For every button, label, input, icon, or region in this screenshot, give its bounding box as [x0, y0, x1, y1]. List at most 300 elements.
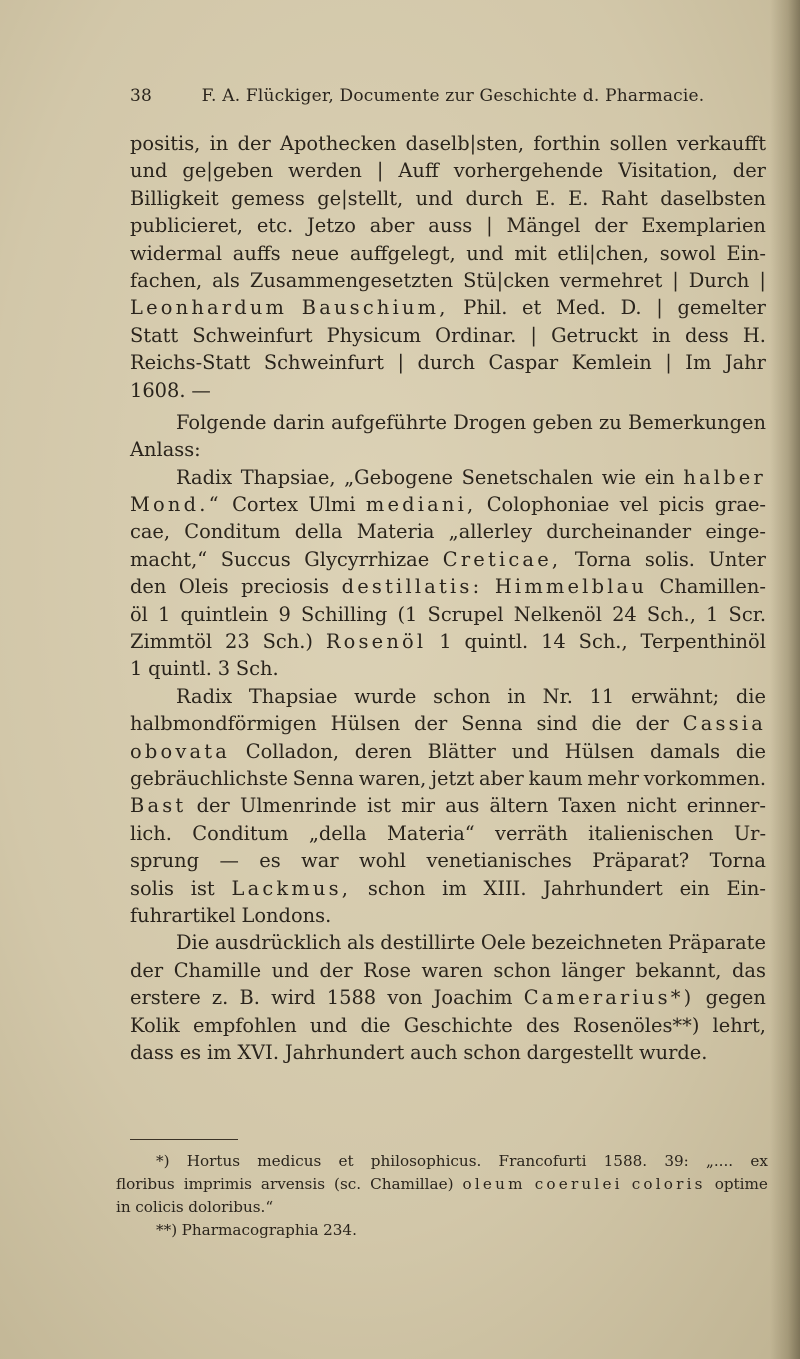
- word: 1588.: [603, 1152, 648, 1170]
- word: Scr.: [728, 602, 766, 626]
- word: Chamille: [173, 958, 262, 982]
- word: quintlein: [180, 602, 269, 626]
- word: Ordinar.: [435, 323, 517, 347]
- word: ausdrücklich: [214, 931, 342, 955]
- word: das: [732, 958, 766, 982]
- word: verräth: [495, 821, 568, 845]
- word: bekannt,: [635, 958, 722, 982]
- word: fachen,: [130, 268, 203, 292]
- word: 1: [158, 602, 171, 626]
- word: ein: [644, 465, 675, 489]
- word: auffgelegt,: [349, 241, 456, 265]
- word: Colophoniae: [486, 493, 610, 517]
- word: cae,: [130, 520, 171, 544]
- lines-line: [130, 518, 766, 545]
- footnote-rule: [130, 1139, 238, 1140]
- word: positis,: [130, 132, 201, 155]
- word: Oleis: [178, 575, 229, 599]
- word: Sch.: [235, 657, 279, 681]
- word: sprung: [130, 849, 200, 873]
- word: (sc.: [334, 1175, 362, 1193]
- word: Visitation,: [618, 159, 718, 183]
- word: Torna: [709, 849, 766, 873]
- word: E.: [535, 186, 556, 210]
- word: aufgeführte: [331, 410, 447, 434]
- lines-line: [130, 436, 766, 463]
- word: es: [179, 1040, 202, 1064]
- word: Colladon,: [245, 739, 339, 763]
- word: lehrt,: [712, 1013, 766, 1037]
- lines-line: [130, 1039, 766, 1066]
- word: in: [116, 1198, 131, 1216]
- word: „....: [705, 1152, 734, 1170]
- body-text: [130, 130, 766, 1066]
- word: D.: [620, 296, 642, 320]
- word: darin: [272, 410, 325, 434]
- word: Jetzo: [306, 214, 356, 238]
- word: Billigkeit: [130, 186, 219, 210]
- word: Ein-: [726, 241, 766, 265]
- word: —: [219, 849, 239, 873]
- word: 24: [612, 602, 637, 626]
- word: schon: [463, 1040, 521, 1064]
- word: Blätter: [427, 739, 496, 763]
- word: Rose: [363, 958, 411, 982]
- word: „della: [308, 821, 367, 845]
- word: aber: [369, 214, 415, 238]
- word: Nelkenöl: [513, 602, 602, 626]
- page-edge-shadow: [770, 0, 800, 1359]
- word: Jahr: [724, 351, 766, 375]
- word: 1: [130, 657, 143, 681]
- word: Hülsen: [564, 739, 635, 763]
- lines-line: [130, 984, 766, 1011]
- word: Chamillae): [370, 1175, 454, 1193]
- word: der: [635, 712, 669, 736]
- word: 1608.: [130, 378, 186, 402]
- word: solis.: [644, 547, 695, 571]
- word: wurde: [354, 684, 417, 708]
- word: ein: [679, 876, 710, 900]
- word: den: [130, 575, 167, 599]
- lines-line: [130, 792, 766, 819]
- word: sind: [536, 712, 578, 736]
- word: etc.: [256, 214, 294, 238]
- lines-line: [130, 847, 766, 874]
- word: Geschichte: [403, 1013, 513, 1037]
- word: doloribus.“: [188, 1198, 274, 1216]
- footnotes-line: [116, 1173, 768, 1196]
- word: Schweinfurt: [263, 351, 384, 375]
- word: 3: [217, 657, 231, 681]
- word: *): [156, 1152, 170, 1170]
- word: grae-: [714, 493, 766, 517]
- word: aber: [479, 766, 524, 790]
- word: et: [338, 1152, 354, 1170]
- word: Joachim: [433, 986, 513, 1010]
- word: philosophicus.: [370, 1152, 482, 1170]
- word: Senetschalen: [461, 465, 594, 489]
- word: coerulei: [534, 1175, 623, 1193]
- lines-line: [130, 294, 766, 321]
- word: etli|chen,: [557, 241, 650, 265]
- word: |: [530, 323, 537, 347]
- word: Schilling: [300, 602, 388, 626]
- word: schon: [367, 876, 426, 900]
- word: erstere: [130, 986, 201, 1010]
- word: und: [415, 186, 454, 210]
- word: verkaufft: [676, 132, 766, 155]
- word: Auff: [398, 159, 439, 183]
- word: |: [486, 214, 493, 238]
- word: einge-: [705, 520, 766, 544]
- word: 39:: [664, 1152, 689, 1170]
- word: die: [735, 739, 766, 763]
- lines-line: [130, 765, 766, 792]
- word: |: [376, 159, 384, 183]
- word: Statt: [130, 323, 179, 347]
- word: Stü|cken: [463, 268, 550, 292]
- word: deren: [354, 739, 412, 763]
- word: die: [591, 712, 622, 736]
- word: war: [301, 849, 339, 873]
- word: 1588: [326, 986, 377, 1010]
- word: der: [319, 958, 353, 982]
- word: Jahrhundert: [543, 876, 663, 900]
- word: gebräuchlichste: [130, 766, 288, 790]
- word: lich.: [130, 821, 172, 845]
- lines-line: [130, 546, 766, 573]
- word: erinner-: [686, 794, 766, 818]
- word: |: [759, 268, 766, 292]
- word: bezeichneten: [531, 931, 663, 955]
- word: in: [507, 684, 526, 708]
- word: vorhergehende: [453, 159, 604, 183]
- word: Präparat?: [592, 849, 690, 873]
- word: |: [397, 351, 404, 375]
- word: Hülsen: [330, 712, 401, 736]
- word: Thapsiae,: [240, 465, 336, 489]
- word: damals: [650, 739, 721, 763]
- word: B.: [239, 986, 260, 1010]
- word: jetzt: [431, 766, 475, 790]
- word: Creticae,: [442, 547, 562, 571]
- word: Oele: [480, 931, 526, 955]
- word: 1: [706, 602, 719, 626]
- word: Durch: [688, 268, 750, 292]
- word: Ulmenrinde: [240, 794, 357, 818]
- lines-line: [130, 377, 766, 404]
- word: ist: [190, 876, 215, 900]
- word: Senna: [292, 766, 354, 790]
- word: Exemplarien: [641, 214, 766, 238]
- word: Im: [685, 351, 712, 375]
- lines-line: [130, 820, 766, 847]
- word: mir: [401, 794, 436, 818]
- word: ge|geben: [182, 159, 274, 183]
- word: Sch.,: [578, 630, 628, 654]
- word: 1: [439, 630, 452, 654]
- word: Rosenöl: [325, 630, 427, 654]
- lines-line: [130, 1012, 766, 1039]
- word: oleum: [462, 1175, 526, 1193]
- word: Getruckt: [551, 323, 638, 347]
- word: Sch.,: [646, 602, 696, 626]
- word: Med.: [555, 296, 606, 320]
- word: Radix: [176, 465, 233, 489]
- word: und: [271, 958, 309, 982]
- word: der: [196, 794, 230, 818]
- word: dess: [684, 323, 729, 347]
- word: Himmelblau: [494, 575, 648, 599]
- word: Rosenöles**): [572, 1013, 700, 1037]
- word: Conditum: [184, 520, 281, 544]
- word: vel: [619, 493, 649, 517]
- word: —: [191, 378, 211, 402]
- word: Torna: [574, 547, 632, 571]
- word: publicieret,: [130, 214, 243, 238]
- word: dargestellt: [526, 1040, 634, 1064]
- word: Zimmtöl: [130, 630, 213, 654]
- word: gemelter: [677, 296, 766, 320]
- word: mehr: [587, 766, 640, 790]
- word: picis: [658, 493, 705, 517]
- word: Unter: [708, 547, 766, 571]
- word: auss: [428, 214, 473, 238]
- word: |: [656, 296, 663, 320]
- word: durch: [417, 351, 476, 375]
- word: des: [525, 1013, 560, 1037]
- lines-line: [130, 601, 766, 628]
- word: halber: [683, 465, 766, 489]
- lines-line: [130, 957, 766, 984]
- lines-line: [130, 464, 766, 491]
- word: Succus: [220, 547, 291, 571]
- lines-line: [130, 157, 766, 184]
- word: waren: [421, 958, 483, 982]
- running-title: F. A. Flückiger, Documente zur Geschichte d. Pharmacie.: [201, 86, 705, 106]
- word: |: [665, 351, 672, 375]
- word: |: [672, 268, 679, 292]
- word: Physicum: [326, 323, 421, 347]
- word: durcheinander: [546, 520, 692, 544]
- word: Senna: [461, 712, 523, 736]
- word: der: [594, 214, 628, 238]
- word: Terpenthinöl: [640, 630, 766, 654]
- word: in: [652, 323, 671, 347]
- word: auffs: [232, 241, 281, 265]
- word: Reichs-Statt: [130, 351, 251, 375]
- lines-line: [130, 683, 766, 710]
- word: daselb|sten,: [405, 132, 525, 155]
- word: die: [735, 684, 766, 708]
- word: Phil.: [463, 296, 508, 320]
- lines-line: [130, 322, 766, 349]
- word: Scrupel: [427, 602, 504, 626]
- word: preciosis: [241, 575, 330, 599]
- lines-line: [130, 409, 766, 436]
- word: Apothecken: [279, 132, 397, 155]
- word: Caspar: [488, 351, 559, 375]
- word: vorkommen.: [643, 766, 766, 790]
- word: sollen: [609, 132, 668, 155]
- word: Kemlein: [571, 351, 652, 375]
- word: Materia: [356, 520, 435, 544]
- word: 234.: [323, 1221, 357, 1239]
- word: **): [156, 1221, 178, 1239]
- word: schon: [493, 958, 551, 982]
- word: Kolik: [130, 1013, 180, 1037]
- lines-line: [130, 628, 766, 655]
- word: XVI.: [237, 1040, 279, 1064]
- word: Ein-: [726, 876, 766, 900]
- word: sowol: [659, 241, 716, 265]
- lines-line: [130, 573, 766, 600]
- word: Mängel: [506, 214, 581, 238]
- word: der: [237, 132, 271, 155]
- word: ex: [750, 1152, 768, 1170]
- word: der: [414, 712, 448, 736]
- footnotes-line: [116, 1150, 768, 1173]
- lines-line: [130, 240, 766, 267]
- word: halbmondförmigen: [130, 712, 317, 736]
- word: et: [522, 296, 542, 320]
- word: mediani,: [365, 493, 477, 517]
- word: Bast: [130, 794, 187, 818]
- footnotes: [116, 1150, 768, 1242]
- word: Leonhardum: [130, 296, 288, 320]
- word: und: [309, 1013, 348, 1037]
- word: Thapsiae: [248, 684, 338, 708]
- word: Londons.: [241, 903, 332, 927]
- word: der: [130, 958, 164, 982]
- lines-line: [130, 491, 766, 518]
- word: „Gebogene: [344, 465, 454, 489]
- word: wie: [601, 465, 636, 489]
- word: Nr.: [542, 684, 573, 708]
- word: arvensis: [260, 1175, 325, 1193]
- word: Präparate: [667, 931, 766, 955]
- word: optime: [714, 1175, 768, 1193]
- word: schon: [433, 684, 491, 708]
- word: 14: [541, 630, 566, 654]
- word: durch: [465, 186, 523, 210]
- word: forthin: [533, 132, 601, 155]
- word: wurde.: [639, 1040, 708, 1064]
- word: quintl.: [464, 630, 529, 654]
- word: Anlass:: [130, 438, 201, 462]
- page-number: 38: [130, 86, 153, 106]
- word: im: [206, 1040, 232, 1064]
- word: 23: [225, 630, 250, 654]
- word: H.: [742, 323, 766, 347]
- lines-line: [130, 185, 766, 212]
- word: Cassia: [682, 712, 766, 736]
- word: und: [130, 159, 168, 183]
- word: Ur-: [733, 821, 766, 845]
- word: Zusammengesetzten: [249, 268, 454, 292]
- word: destillirte: [380, 931, 476, 955]
- word: z.: [211, 986, 229, 1010]
- word: Raht: [600, 186, 648, 210]
- word: colicis: [135, 1198, 184, 1216]
- word: daselbsten: [660, 186, 766, 210]
- word: in: [209, 132, 229, 155]
- word: wohl: [359, 849, 407, 873]
- word: auch: [410, 1040, 458, 1064]
- word: als: [346, 931, 375, 955]
- word: Pharmacographia: [181, 1221, 319, 1239]
- word: XIII.: [483, 876, 527, 900]
- lines-line: [130, 349, 766, 376]
- word: Chamillen-: [659, 575, 766, 599]
- word: floribus: [116, 1175, 175, 1193]
- word: italienischen: [588, 821, 714, 845]
- word: ist: [366, 794, 391, 818]
- word: Materia“: [387, 821, 475, 845]
- word: länger: [561, 958, 625, 982]
- word: erwähnt;: [630, 684, 720, 708]
- word: venetianisches: [426, 849, 572, 873]
- lines-line: [130, 875, 766, 902]
- word: Glycyrrhizae: [304, 547, 430, 571]
- lines-line: [130, 710, 766, 737]
- word: Hortus: [186, 1152, 241, 1170]
- word: Taxen: [558, 794, 617, 818]
- word: werden: [288, 159, 362, 183]
- lines-line: [130, 212, 766, 239]
- word: obovata: [130, 739, 231, 763]
- word: Conditum: [192, 821, 289, 845]
- word: mit: [514, 241, 547, 265]
- word: fuhrartikel: [130, 903, 236, 927]
- word: Drogen: [453, 410, 527, 434]
- word: coloris: [631, 1175, 706, 1193]
- word: und: [466, 241, 504, 265]
- lines-line: [130, 738, 766, 765]
- word: Folgende: [176, 410, 267, 434]
- word: Bauschium,: [301, 296, 449, 320]
- word: Die: [176, 931, 210, 955]
- word: solis: [130, 876, 174, 900]
- footnotes-line: [116, 1219, 768, 1242]
- word: geben: [532, 410, 593, 434]
- word: Radix: [176, 684, 233, 708]
- lines-line: [130, 130, 766, 157]
- word: E.: [568, 186, 589, 210]
- word: Sch.): [262, 630, 313, 654]
- word: vermehret: [559, 268, 663, 292]
- word: (1: [397, 602, 418, 626]
- word: 11: [589, 684, 615, 708]
- word: imprimis: [183, 1175, 252, 1193]
- word: waren,: [358, 766, 427, 790]
- word: macht,“: [130, 547, 208, 571]
- word: ältern: [489, 794, 549, 818]
- word: empfohlen: [192, 1013, 297, 1037]
- word: Lackmus,: [231, 876, 352, 900]
- word: zu: [599, 410, 622, 434]
- word: neue: [291, 241, 340, 265]
- word: ge|stellt,: [317, 186, 404, 210]
- word: gemess: [231, 186, 305, 210]
- word: Jahrhundert: [284, 1040, 405, 1064]
- word: die: [360, 1013, 391, 1037]
- lines-line: [130, 267, 766, 294]
- word: Camerarius*): [523, 986, 695, 1010]
- word: und: [511, 739, 550, 763]
- word: Cortex: [232, 493, 299, 517]
